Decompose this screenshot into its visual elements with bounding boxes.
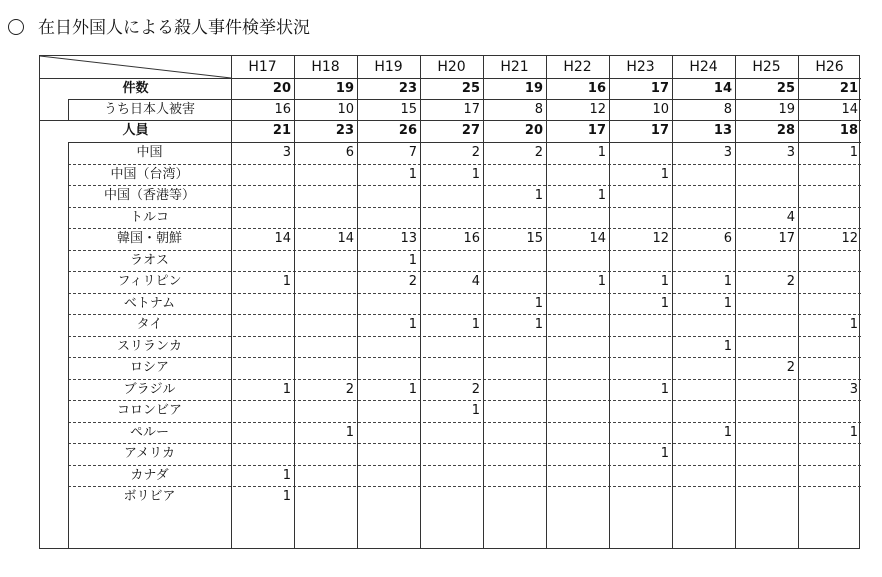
country-cell	[609, 142, 672, 164]
country-cell	[294, 336, 357, 358]
country-cell: 7	[408, 145, 417, 160]
year-header-H22: H22	[563, 59, 592, 75]
summary-cell: 20	[524, 123, 543, 138]
country-cell	[231, 443, 294, 465]
country-cell: 1	[345, 424, 354, 440]
country-cell	[546, 336, 609, 358]
country-cell	[357, 486, 420, 508]
country-cell	[231, 207, 294, 229]
summary-cell: 17	[650, 123, 669, 138]
country-cell	[609, 250, 672, 272]
country-label: 中国（台湾）	[110, 166, 189, 182]
grid-line	[357, 56, 358, 548]
country-cell	[294, 486, 357, 508]
country-cell	[546, 486, 609, 508]
country-cell	[672, 314, 735, 336]
country-cell	[294, 185, 357, 207]
summary-cell: 8	[534, 102, 543, 117]
country-cell	[672, 400, 735, 422]
year-header-H25: H25	[752, 59, 781, 75]
country-cell	[357, 336, 420, 358]
country-cell	[672, 185, 735, 207]
country-cell	[294, 271, 357, 293]
country-cell: 14	[274, 231, 291, 246]
country-cell	[231, 314, 294, 336]
country-cell	[420, 357, 483, 379]
country-cell	[483, 379, 546, 401]
country-cell: 2	[471, 381, 480, 397]
country-cell: 1	[282, 467, 291, 483]
year-header-H21: H21	[500, 59, 529, 75]
country-label: カナダ	[130, 467, 169, 483]
country-cell: 12	[652, 231, 669, 246]
country-cell	[483, 400, 546, 422]
country-cell	[735, 293, 798, 315]
country-cell	[735, 422, 798, 444]
country-cell	[798, 400, 861, 422]
country-cell	[231, 422, 294, 444]
country-cell: 6	[723, 231, 732, 246]
country-cell: 1	[849, 317, 858, 332]
country-cell	[357, 185, 420, 207]
country-cell	[735, 185, 798, 207]
country-cell	[483, 207, 546, 229]
country-cell	[357, 357, 420, 379]
country-cell: 1	[282, 489, 291, 504]
summary-label: 件数	[122, 81, 149, 96]
country-label: ラオス	[130, 252, 169, 268]
country-label: ブラジル	[123, 381, 176, 397]
year-header-H23: H23	[626, 59, 655, 75]
summary-cell: 26	[398, 123, 417, 138]
country-cell: 1	[660, 381, 669, 397]
country-cell: 2	[786, 274, 795, 289]
country-cell: 1	[660, 274, 669, 289]
country-label: ペルー	[129, 424, 169, 440]
country-cell	[735, 379, 798, 401]
country-cell	[420, 185, 483, 207]
country-cell	[294, 357, 357, 379]
country-cell	[546, 379, 609, 401]
summary-cell: 12	[589, 102, 606, 117]
country-cell: 1	[723, 338, 732, 354]
country-cell: 3	[282, 145, 291, 160]
country-cell	[357, 443, 420, 465]
country-cell: 1	[408, 317, 417, 332]
country-cell	[672, 379, 735, 401]
country-cell	[609, 336, 672, 358]
country-cell: 1	[282, 381, 291, 397]
summary-label: うち日本人被害	[103, 102, 195, 117]
country-cell	[609, 185, 672, 207]
summary-cell: 28	[776, 123, 795, 138]
country-cell: 12	[841, 231, 858, 246]
country-cell: 1	[534, 188, 543, 203]
country-cell	[483, 465, 546, 487]
country-cell	[294, 400, 357, 422]
grid-line	[483, 56, 484, 548]
country-cell	[798, 271, 861, 293]
grid-line	[735, 56, 736, 548]
country-cell	[231, 400, 294, 422]
country-label: 中国（香港等）	[103, 188, 195, 203]
summary-label: 人員	[122, 123, 149, 138]
summary-cell: 25	[776, 81, 795, 96]
summary-cell: 14	[841, 102, 858, 117]
country-cell	[672, 443, 735, 465]
grid-line	[68, 142, 69, 548]
page-title	[8, 14, 310, 42]
grid-line	[231, 56, 232, 548]
country-cell	[546, 207, 609, 229]
summary-cell: 23	[398, 81, 417, 96]
country-cell: 13	[400, 231, 417, 246]
summary-cell: 10	[652, 102, 669, 117]
country-cell	[609, 422, 672, 444]
country-label: フィリピン	[117, 274, 182, 289]
summary-cell: 20	[272, 81, 291, 96]
country-cell	[357, 400, 420, 422]
country-cell: 1	[408, 252, 417, 268]
country-cell	[798, 293, 861, 315]
title-text: 在日外国人による殺人事件検挙状況	[38, 18, 310, 38]
country-cell	[735, 314, 798, 336]
country-cell	[609, 314, 672, 336]
circle-icon	[8, 19, 24, 35]
country-cell	[546, 400, 609, 422]
country-label: トルコ	[129, 209, 169, 225]
country-cell	[420, 422, 483, 444]
country-label: スリランカ	[116, 338, 182, 354]
summary-cell: 27	[461, 123, 480, 138]
country-cell	[672, 486, 735, 508]
country-cell	[798, 357, 861, 379]
country-cell	[735, 443, 798, 465]
summary-cell: 18	[839, 123, 858, 138]
summary-cell: 21	[272, 123, 291, 138]
country-cell: 1	[534, 295, 543, 311]
country-cell	[798, 250, 861, 272]
summary-cell: 8	[723, 102, 732, 117]
country-cell	[735, 486, 798, 508]
country-cell	[798, 185, 861, 207]
country-cell	[231, 250, 294, 272]
country-cell	[672, 207, 735, 229]
summary-cell: 21	[839, 81, 858, 96]
country-cell	[672, 250, 735, 272]
country-cell	[483, 443, 546, 465]
country-cell	[420, 486, 483, 508]
country-label: タイ	[136, 317, 163, 332]
country-label: アメリカ	[123, 446, 176, 461]
year-header-H17: H17	[248, 59, 277, 75]
country-cell	[672, 164, 735, 186]
country-cell	[735, 336, 798, 358]
country-cell	[294, 443, 357, 465]
country-label: ベトナム	[123, 295, 176, 311]
country-cell	[546, 314, 609, 336]
year-header-H20: H20	[437, 59, 466, 75]
summary-cell: 15	[400, 102, 417, 117]
country-cell: 4	[471, 274, 480, 289]
country-cell	[735, 400, 798, 422]
country-cell	[294, 465, 357, 487]
country-cell: 1	[849, 145, 858, 160]
arrest-table	[39, 55, 860, 549]
country-cell: 17	[778, 231, 795, 246]
country-cell	[609, 465, 672, 487]
country-cell: 1	[408, 166, 417, 182]
country-cell	[231, 293, 294, 315]
country-cell	[294, 293, 357, 315]
country-cell	[735, 250, 798, 272]
country-cell	[420, 207, 483, 229]
grid-line	[294, 56, 295, 548]
summary-cell: 16	[274, 102, 291, 117]
country-cell: 15	[526, 231, 543, 246]
country-cell: 16	[463, 231, 480, 246]
country-cell	[294, 164, 357, 186]
country-cell	[609, 207, 672, 229]
grid-line	[609, 56, 610, 548]
country-cell	[483, 486, 546, 508]
country-cell: 3	[786, 145, 795, 160]
country-cell	[420, 336, 483, 358]
country-cell: 1	[723, 424, 732, 440]
country-cell	[735, 164, 798, 186]
country-cell: 1	[723, 295, 732, 311]
country-cell	[672, 357, 735, 379]
summary-cell: 10	[337, 102, 354, 117]
country-cell	[483, 271, 546, 293]
country-cell	[672, 465, 735, 487]
country-cell	[483, 357, 546, 379]
country-cell	[420, 293, 483, 315]
country-cell	[798, 465, 861, 487]
country-cell	[357, 422, 420, 444]
country-cell	[294, 314, 357, 336]
country-cell	[420, 443, 483, 465]
country-cell: 3	[849, 381, 858, 397]
country-label: ロシア	[129, 360, 169, 375]
country-cell	[609, 400, 672, 422]
grid-line	[68, 99, 69, 120]
grid-line	[546, 56, 547, 548]
country-cell	[420, 465, 483, 487]
country-cell: 1	[282, 274, 291, 289]
summary-cell: 25	[461, 81, 480, 96]
country-cell: 14	[589, 231, 606, 246]
summary-cell: 14	[713, 81, 732, 96]
summary-cell: 19	[778, 102, 795, 117]
country-cell	[546, 422, 609, 444]
country-cell: 6	[345, 145, 354, 160]
country-cell	[231, 164, 294, 186]
country-label: 韓国・朝鮮	[116, 231, 182, 246]
summary-cell: 23	[335, 123, 354, 138]
country-cell	[735, 465, 798, 487]
country-cell	[546, 164, 609, 186]
country-cell: 1	[660, 166, 669, 182]
country-cell	[798, 486, 861, 508]
country-cell	[483, 336, 546, 358]
summary-cell: 17	[587, 123, 606, 138]
country-label: 中国	[136, 145, 163, 160]
country-label: ボリビア	[123, 489, 176, 504]
country-cell	[231, 185, 294, 207]
country-cell: 1	[471, 403, 480, 418]
country-cell	[546, 250, 609, 272]
country-cell	[483, 250, 546, 272]
country-cell	[798, 443, 861, 465]
country-cell	[294, 250, 357, 272]
summary-cell: 17	[463, 102, 480, 117]
country-cell: 1	[597, 188, 606, 203]
country-cell: 1	[534, 317, 543, 332]
country-cell	[546, 443, 609, 465]
country-cell: 3	[723, 145, 732, 160]
year-header-H26: H26	[815, 59, 844, 75]
country-cell	[798, 164, 861, 186]
country-cell: 1	[471, 166, 480, 182]
summary-cell: 16	[587, 81, 606, 96]
summary-cell: 19	[335, 81, 354, 96]
country-cell: 1	[660, 446, 669, 461]
country-cell: 1	[849, 424, 858, 440]
year-header-H19: H19	[374, 59, 403, 75]
year-header-H24: H24	[689, 59, 718, 75]
country-cell: 1	[597, 274, 606, 289]
grid-line	[420, 56, 421, 548]
country-cell	[609, 357, 672, 379]
country-cell	[483, 164, 546, 186]
country-cell	[231, 357, 294, 379]
country-cell	[294, 207, 357, 229]
country-cell: 1	[660, 295, 669, 311]
grid-line	[672, 56, 673, 548]
country-cell	[546, 357, 609, 379]
year-header-H18: H18	[311, 59, 340, 75]
country-cell	[420, 250, 483, 272]
country-cell: 1	[408, 381, 417, 397]
country-cell: 2	[471, 145, 480, 160]
country-label: コロンビア	[116, 403, 182, 418]
country-cell	[798, 207, 861, 229]
summary-cell: 19	[524, 81, 543, 96]
country-cell: 14	[337, 231, 354, 246]
country-cell	[357, 293, 420, 315]
summary-cell: 13	[713, 123, 732, 138]
summary-cell: 17	[650, 81, 669, 96]
country-cell	[546, 293, 609, 315]
country-cell	[609, 486, 672, 508]
country-cell	[798, 336, 861, 358]
country-cell: 1	[723, 274, 732, 289]
country-cell: 2	[786, 360, 795, 375]
country-cell: 4	[786, 209, 795, 225]
country-cell	[546, 465, 609, 487]
country-cell: 2	[408, 274, 417, 289]
country-cell	[357, 465, 420, 487]
country-cell	[357, 207, 420, 229]
country-cell	[483, 422, 546, 444]
grid-line	[798, 56, 799, 548]
country-cell: 2	[345, 381, 354, 397]
country-cell: 1	[471, 317, 480, 332]
country-cell	[231, 336, 294, 358]
country-cell: 2	[534, 145, 543, 160]
country-cell: 1	[597, 145, 606, 160]
